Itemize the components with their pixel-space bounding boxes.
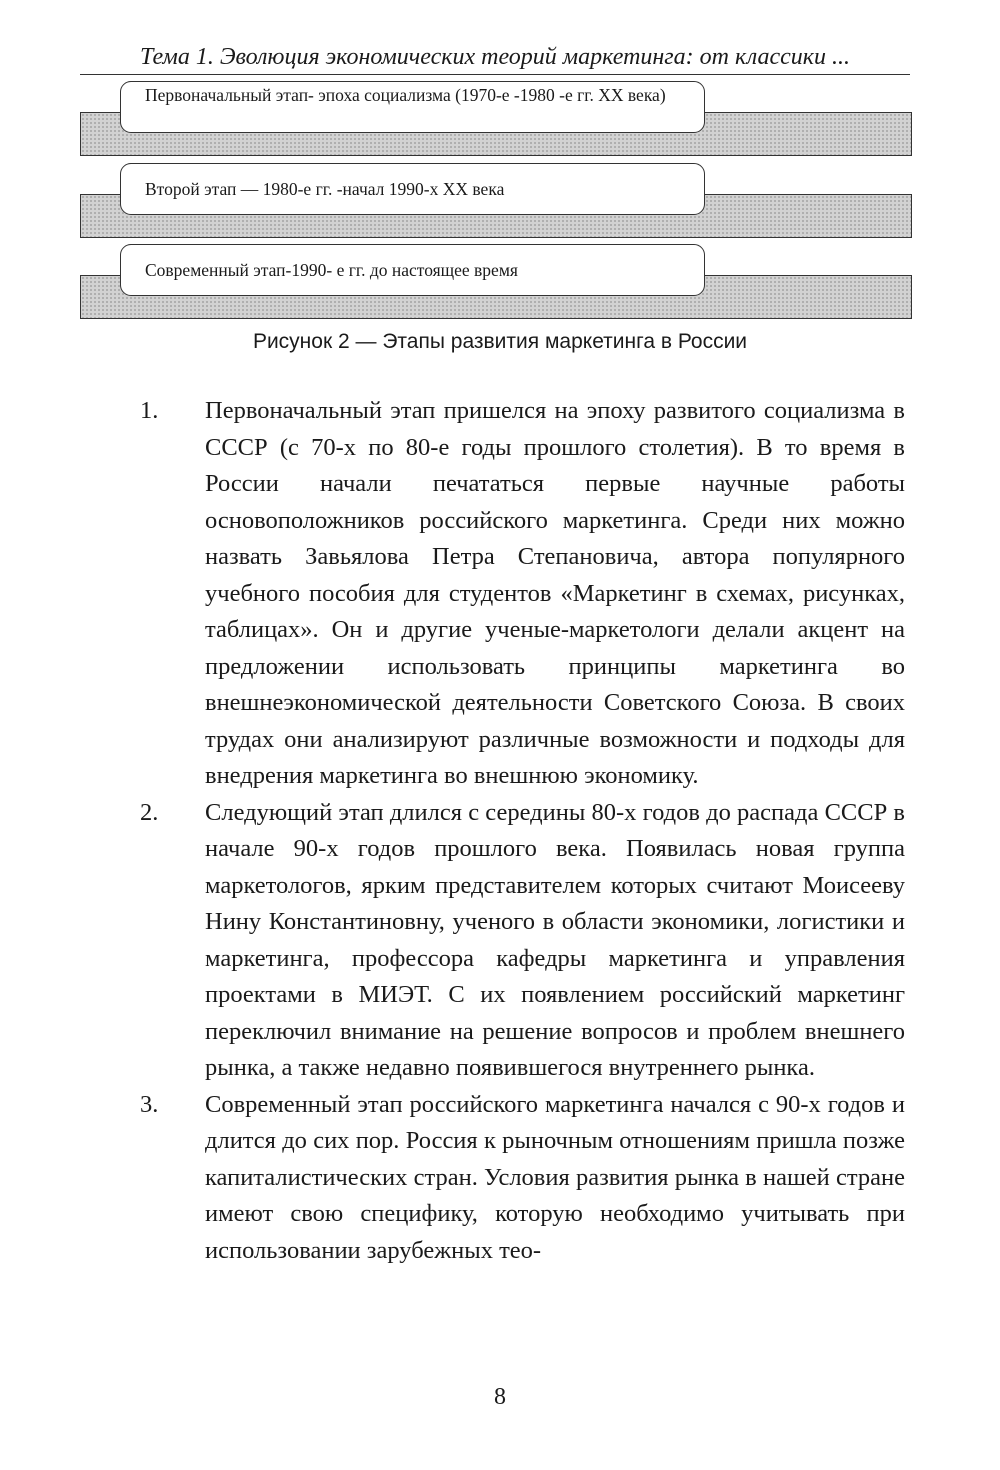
- stage-label-box: [120, 163, 705, 215]
- list-item-number: 3.: [140, 1090, 159, 1118]
- stage-label: Современный этап-1990- е гг. до настоящее время: [145, 259, 518, 280]
- list-item-number: 2.: [140, 798, 159, 826]
- list-item-text: Следующий этап длился с середины 80-х годов до распада СССР в начале 90-х годов прошлого века. Появилась новая группа маркетологов, ярким представителем которых считают Моисееву Нину Константиновну, ученого в области экономики, логистики и маркетинга, профессора кафедры маркетинга и управления проектами в МИЭТ. С их появлением российский маркетинг переключил внимание на решение вопросов и проблем внешнего рынка, а также недавно появившегося внутреннего рынка.: [205, 798, 905, 1081]
- figure-caption: Рисунок 2 — Этапы развития маркетинга в России: [252, 330, 748, 353]
- stage-label: Второй этап — 1980-е гг. -начал 1990-х XX века: [145, 178, 505, 199]
- numbered-list: [140, 393, 905, 1269]
- stage-2: [80, 178, 912, 238]
- stage-3: [80, 259, 912, 319]
- stage-label-box: [120, 244, 705, 296]
- stage-1: [80, 85, 912, 156]
- list-item: [140, 1087, 905, 1270]
- list-item: [140, 795, 905, 1087]
- page-number: 8: [494, 1384, 506, 1410]
- stage-label-box: Первоначальный этап- эпоха социализма (1970-е -1980 -е гг. XX века): [120, 81, 705, 133]
- list-item-text: Первоначальный этап пришелся на эпоху развитого социализма в СССР (с 70-х по 80-е годы прошлого столетия). В то время в России начали печататься первые научные работы основоположников российского маркетинга. Среди них можно назвать Завьялова Петра Степановича, автора популярного учебного пособия для студентов «Маркетинг в схемах, рисунках, таблицах». Он и другие ученые-маркетологи делали акцент на предложении использовать принципы маркетинга во внешнеэкономической деятельности Советского Союза. В своих трудах они анализируют различные возможности и подходы для внедрения маркетинга во внешнюю экономику.: [205, 397, 905, 789]
- running-head: Тема 1. Эволюция экономических теорий маркетинга: от классики ...: [80, 40, 910, 75]
- list-item-number: 1.: [140, 397, 159, 424]
- list-item: [140, 393, 905, 795]
- list-item-text: Современный этап российского маркетинга начался с 90-х годов и длится до сих пор. Россия к рыночным отношениям пришла позже капиталистических стран. Условия развития рынка в нашей стране имеют свою специфику, которую необходимо учитывать при использовании зарубежных тео-: [205, 1090, 905, 1264]
